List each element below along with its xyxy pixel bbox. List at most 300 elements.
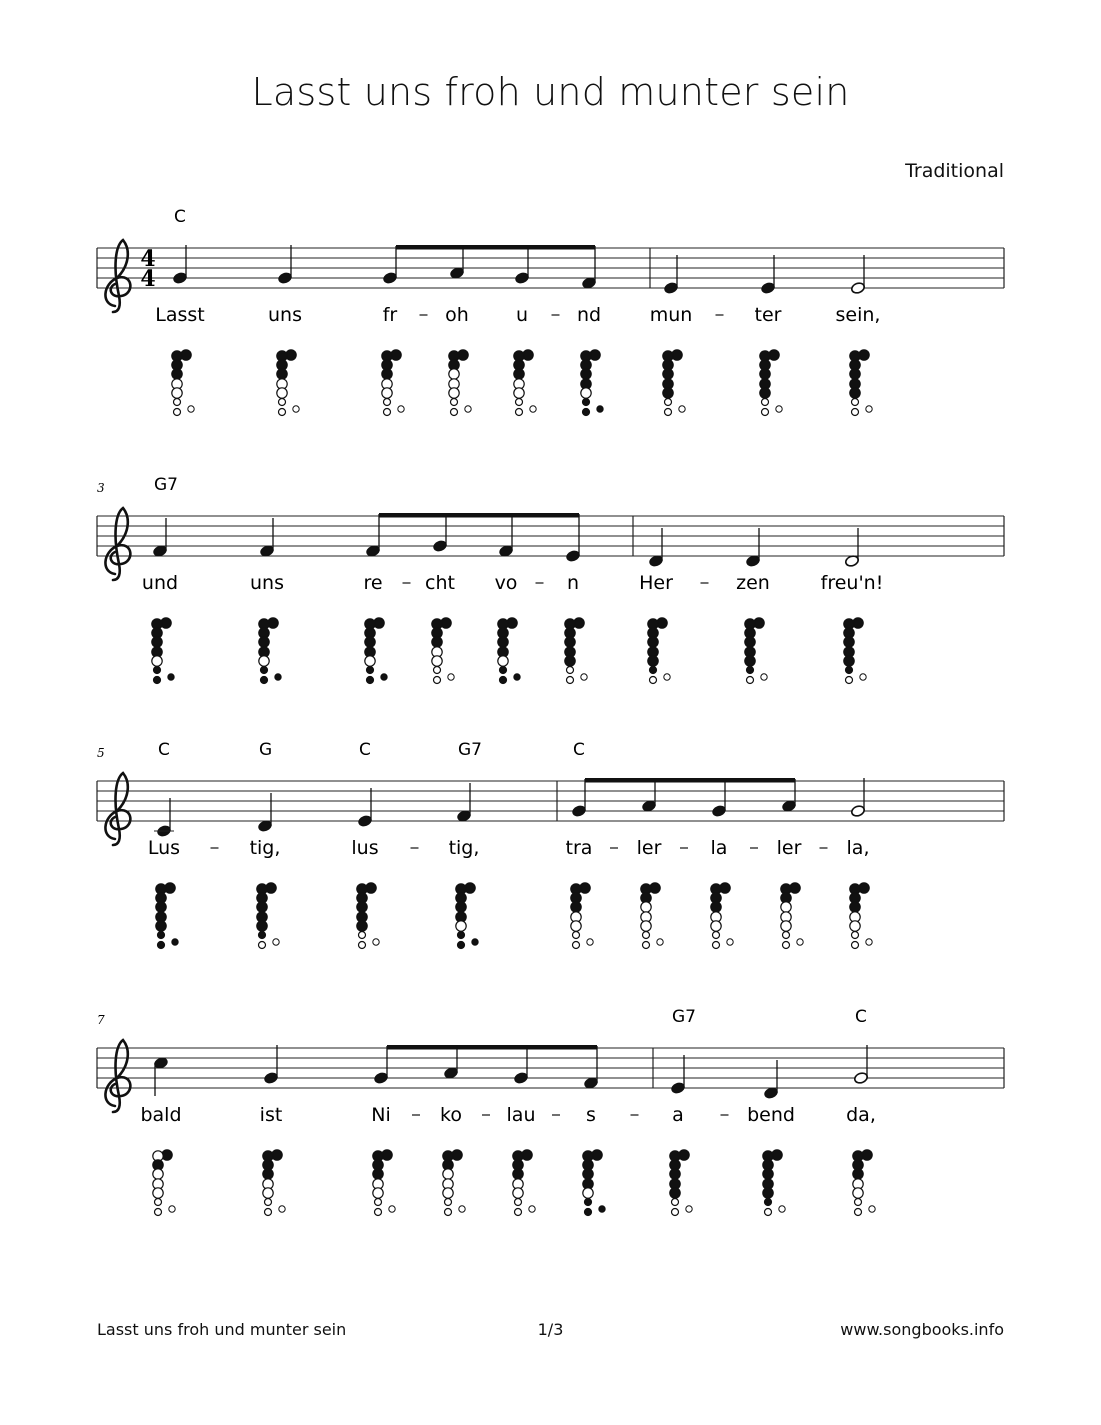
hole-open [359,932,366,939]
note-head [382,271,397,284]
hole-double [472,939,478,945]
hole-double [188,406,194,412]
hole-double [514,674,520,680]
hole-open [153,1188,163,1198]
note-head [373,1071,388,1084]
hole-closed [500,677,507,684]
hole-open [850,921,860,931]
hole-double [293,406,299,412]
lyric-syllable: Ni [371,1104,391,1126]
recorder-fingering [763,1150,785,1216]
treble-clef [105,508,130,580]
recorder-fingering [152,618,174,684]
hole-open [643,932,650,939]
hole-double [275,674,281,680]
note-beam [585,778,795,783]
hole-double [664,674,670,680]
hole-closed [261,677,268,684]
recorder-fingering [357,883,379,949]
staff-system [97,740,1004,949]
hole-closed [648,637,658,647]
note-head [277,271,292,284]
staff-system [97,1007,1004,1216]
hole-closed [663,369,673,379]
time-signature: 4 [140,246,156,272]
hole-closed [500,667,507,674]
note-head [263,1071,278,1084]
hole-open [783,932,790,939]
recorder-fingering [443,1150,465,1216]
note-head [172,271,187,284]
lyric-syllable: bend [747,1104,795,1126]
chord-symbol: G7 [154,475,178,495]
recorder-fingering [571,883,593,949]
hole-open [152,656,162,666]
hole-open [373,1188,383,1198]
chord-symbol: G7 [672,1007,696,1027]
note-head [514,271,529,284]
hole-open [445,1199,452,1206]
lyric-syllable: ler [776,837,802,859]
recorder-fingering [263,1150,285,1216]
song-title: Lasst uns froh und munter sein [251,70,850,114]
recorder-fingering [513,1150,535,1216]
hole-double [779,1206,785,1212]
hole-double [869,1206,875,1212]
lyric-syllable: nd [576,304,602,326]
lyric-syllable: oh [445,304,469,326]
hole-open [711,921,721,931]
hole-closed [263,1169,273,1179]
lyric-syllable: Her [639,572,673,594]
note-head [853,1071,868,1084]
recorder-fingering [745,618,767,684]
hole-open [573,942,580,949]
hole-open [451,399,458,406]
lyric-syllable: tra [565,837,593,859]
hole-open [265,1199,272,1206]
hole-closed [156,902,166,912]
hole-open [445,1209,452,1216]
hole-closed [760,369,770,379]
hole-open [443,1169,453,1179]
hole-open [641,902,651,912]
measure-number: 3 [97,481,105,495]
recorder-fingering [663,350,685,416]
hole-open [852,942,859,949]
hole-closed [367,677,374,684]
hole-closed [456,902,466,912]
hole-open [434,677,441,684]
hole-open [765,1209,772,1216]
hole-open [384,399,391,406]
hole-closed [367,667,374,674]
lyric-syllable: u [515,304,529,326]
lyric-syllable: tig, [249,837,281,859]
recorder-fingering [432,618,454,684]
hole-closed [257,902,267,912]
time-signature: 4 [140,266,156,292]
hole-open [382,388,392,398]
hole-double [172,939,178,945]
hole-closed [853,1169,863,1179]
note-head [850,281,865,294]
hole-open [514,388,524,398]
lyric-syllable: tig, [448,837,480,859]
hole-open [672,1209,679,1216]
note-head [663,281,678,294]
hole-closed [583,399,590,406]
note-head [513,1071,528,1084]
chord-symbol: G [259,740,273,760]
chord-symbol: C [359,740,371,760]
hole-open [516,409,523,416]
lyric-syllable: vo [494,572,518,594]
recorder-fingering [565,618,587,684]
recorder-fingering [641,883,663,949]
hole-closed [156,921,166,931]
hole-closed [158,942,165,949]
treble-clef [105,773,130,845]
hole-open [581,388,591,398]
hole-open [449,388,459,398]
hole-closed [571,902,581,912]
note-head [670,1081,685,1094]
note-head [357,814,372,827]
recorder-fingering [581,350,603,416]
hole-open [855,1209,862,1216]
hole-closed [663,388,673,398]
lyric-syllable: la [710,837,728,859]
hole-open [449,369,459,379]
lyric-syllable: ter [754,304,782,326]
hole-open [153,1169,163,1179]
hole-closed [844,637,854,647]
hole-open [451,409,458,416]
recorder-fingering [449,350,471,416]
hole-closed [565,637,575,647]
hole-open [516,399,523,406]
hole-double [866,406,872,412]
hole-closed [650,667,657,674]
hole-double [599,1206,605,1212]
hole-closed [745,637,755,647]
note-head [760,281,775,294]
hole-closed [259,637,269,647]
hole-open [155,1199,162,1206]
recorder-fingering [153,1150,175,1216]
hole-double [581,674,587,680]
recorder-fingering [711,883,733,949]
note-beam [379,513,579,518]
hole-double [860,674,866,680]
hole-open [567,667,574,674]
hole-open [443,1188,453,1198]
hole-open [571,921,581,931]
recorder-fingering [373,1150,395,1216]
hole-open [713,942,720,949]
hole-open [852,932,859,939]
hole-open [375,1209,382,1216]
recorder-fingering [172,350,194,416]
hole-closed [373,1169,383,1179]
hole-open [259,656,269,666]
hole-double [587,939,593,945]
hole-closed [498,637,508,647]
hole-open [762,409,769,416]
note-head [711,804,726,817]
recorder-fingering [760,350,782,416]
lyric-syllable: zen [736,572,770,594]
recorder-fingering [781,883,803,949]
recorder-fingering [514,350,536,416]
staff-system [97,207,1004,416]
lyric-syllable: ist [259,1104,283,1126]
lyric-syllable: mun [649,304,693,326]
hole-double [273,939,279,945]
hole-open [567,677,574,684]
recorder-fingering [670,1150,692,1216]
hole-closed [850,902,860,912]
hole-closed [765,1199,772,1206]
hole-closed [844,656,854,666]
hole-closed [154,667,161,674]
staff-system [97,475,1004,684]
hole-double [169,1206,175,1212]
hole-open [573,932,580,939]
hole-closed [760,388,770,398]
lyric-syllable: cht [425,572,455,594]
hole-open [259,942,266,949]
hole-closed [259,932,266,939]
hole-double [597,406,603,412]
chord-symbol: G7 [458,740,482,760]
lyric-syllable: uns [250,572,284,594]
hole-open [375,1199,382,1206]
note-head [571,804,586,817]
hole-double [465,406,471,412]
hole-open [713,932,720,939]
hole-open [650,677,657,684]
hole-closed [382,369,392,379]
hole-closed [763,1188,773,1198]
hole-open [265,1209,272,1216]
lyric-syllable: uns [268,304,302,326]
website-link[interactable]: www.songbooks.info [840,1320,1004,1339]
lyric-syllable: freu'n! [820,572,884,594]
lyric-syllable: n [566,572,580,594]
hole-double [679,406,685,412]
chord-symbol: C [573,740,585,760]
chord-symbol: C [158,740,170,760]
hole-closed [357,921,367,931]
lyric-syllable: a [672,1104,684,1126]
hole-closed [581,369,591,379]
hole-open [762,399,769,406]
hole-open [365,656,375,666]
hole-closed [763,1169,773,1179]
recorder-fingering [365,618,387,684]
lyric-syllable: re [363,572,383,594]
recorder-fingering [498,618,520,684]
hole-open [781,921,791,931]
hole-double [398,406,404,412]
lyric-syllable: da, [846,1104,876,1126]
recorder-fingering [259,618,281,684]
hole-closed [365,637,375,647]
hole-closed [648,656,658,666]
hole-double [279,1206,285,1212]
hole-open [643,942,650,949]
hole-open [665,409,672,416]
hole-open [174,399,181,406]
recorder-fingering [257,883,279,949]
hole-open [279,409,286,416]
lyric-syllable: und [141,572,179,594]
treble-clef [105,1040,130,1112]
hole-double [448,674,454,680]
hole-double [389,1206,395,1212]
hole-closed [846,667,853,674]
hole-double [657,939,663,945]
hole-closed [513,1169,523,1179]
hole-closed [154,677,161,684]
hole-open [665,399,672,406]
recorder-fingering [277,350,299,416]
hole-closed [158,932,165,939]
recorder-fingering [844,618,866,684]
hole-open [781,902,791,912]
hole-open [515,1209,522,1216]
hole-closed [257,921,267,931]
lyric-syllable: fr [382,304,398,326]
recorder-fingering [648,618,670,684]
treble-clef [105,240,130,312]
hole-closed [850,369,860,379]
hole-open [855,1199,862,1206]
hole-double [761,674,767,680]
footer-song-title: Lasst uns froh und munter sein [97,1320,347,1339]
hole-closed [585,1209,592,1216]
hole-closed [565,656,575,666]
hole-open [672,1199,679,1206]
hole-double [529,1206,535,1212]
hole-closed [850,388,860,398]
hole-closed [357,902,367,912]
hole-open [155,1209,162,1216]
hole-double [459,1206,465,1212]
note-head [565,549,580,562]
hole-open [277,388,287,398]
hole-open [846,677,853,684]
hole-closed [670,1169,680,1179]
hole-closed [583,1169,593,1179]
note-head [432,539,447,552]
composer-credit: Traditional [905,160,1004,182]
hole-closed [458,942,465,949]
hole-closed [458,932,465,939]
page-number: 1/3 [537,1320,564,1339]
hole-closed [277,369,287,379]
hole-closed [514,369,524,379]
hole-closed [172,369,182,379]
lyric-syllable: Lus [147,837,181,859]
recorder-fingering [850,883,872,949]
lyric-syllable: ler [636,837,662,859]
hole-open [174,409,181,416]
lyric-syllable: s [586,1104,596,1126]
lyric-syllable: Lasst [155,304,205,326]
hole-closed [152,637,162,647]
hole-open [172,388,182,398]
recorder-fingering [583,1150,605,1216]
hole-open [852,399,859,406]
hole-closed [432,637,442,647]
hole-open [498,656,508,666]
lyric-syllable: ko [440,1104,462,1126]
hole-double [373,939,379,945]
hole-open [515,1199,522,1206]
hole-open [583,1188,593,1198]
measure-number: 7 [97,1013,105,1027]
lyric-syllable: sein, [835,304,881,326]
chord-symbol: C [174,207,186,227]
chord-symbol: C [855,1007,867,1027]
recorder-fingering [156,883,178,949]
hole-open [641,921,651,931]
measure-number: 5 [97,746,105,760]
hole-double [797,939,803,945]
hole-double [530,406,536,412]
hole-double [686,1206,692,1212]
hole-closed [261,667,268,674]
hole-closed [583,409,590,416]
hole-open [853,1188,863,1198]
hole-open [263,1188,273,1198]
hole-open [513,1188,523,1198]
hole-open [432,656,442,666]
lyric-syllable: lau [506,1104,536,1126]
hole-open [852,409,859,416]
note-beam [396,245,595,250]
hole-open [434,667,441,674]
recorder-fingering [850,350,872,416]
hole-double [381,674,387,680]
hole-closed [585,1199,592,1206]
hole-double [866,939,872,945]
hole-double [168,674,174,680]
hole-open [456,921,466,931]
hole-closed [670,1188,680,1198]
lyric-syllable: bald [140,1104,182,1126]
hole-open [783,942,790,949]
hole-closed [745,656,755,666]
lyric-syllable: la, [846,837,870,859]
note-beam [387,1045,597,1050]
hole-open [747,677,754,684]
hole-double [727,939,733,945]
recorder-fingering [853,1150,875,1216]
recorder-fingering [382,350,404,416]
note-head [850,804,865,817]
lyric-syllable: lus [351,837,379,859]
hole-open [279,399,286,406]
hole-open [384,409,391,416]
hole-closed [711,902,721,912]
hole-closed [747,667,754,674]
hole-double [776,406,782,412]
hole-open [359,942,366,949]
